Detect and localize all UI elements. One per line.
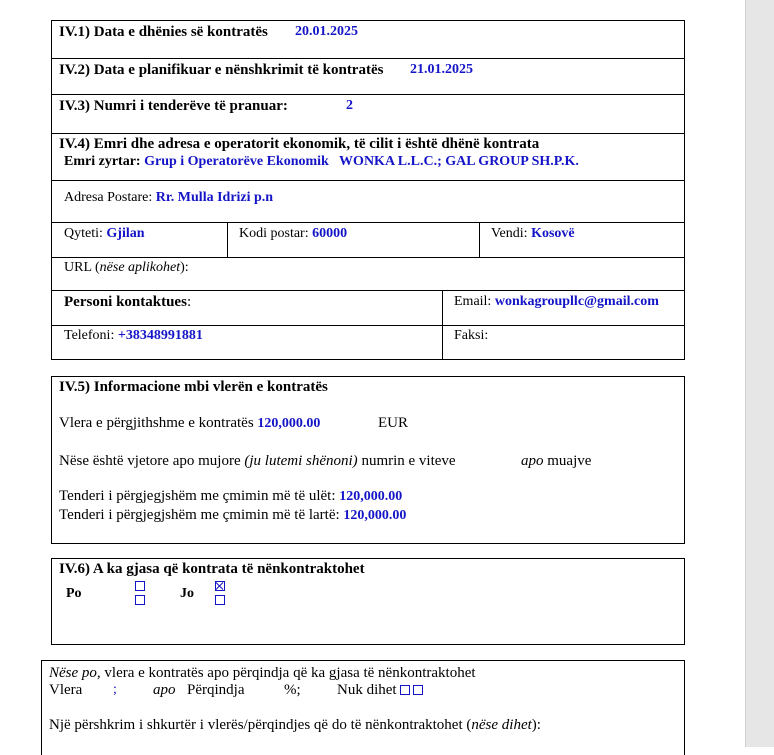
iv3-label: IV.3) Numri i tenderëve të pranuar: bbox=[59, 98, 288, 114]
city-cell bbox=[64, 225, 145, 243]
email-label: Email: bbox=[454, 294, 492, 309]
highest-tender-line bbox=[59, 506, 406, 525]
country-value: Kosovë bbox=[531, 226, 575, 241]
url-line bbox=[64, 259, 189, 277]
section-iv3 bbox=[51, 94, 685, 134]
value-separator: ; bbox=[113, 682, 117, 697]
contact-row bbox=[51, 290, 685, 326]
city-label: Qyteti: bbox=[64, 226, 103, 241]
no-checkbox-checked[interactable] bbox=[215, 581, 225, 591]
section-iv6 bbox=[51, 558, 685, 645]
yes-checkbox[interactable] bbox=[135, 595, 145, 605]
country-cell bbox=[491, 225, 575, 243]
currency: EUR bbox=[378, 415, 408, 431]
official-name-value: Grup i Operatorëve Ekonomik WONKA L.L.C.; GAL GROUP SH.P.K. bbox=[144, 154, 579, 169]
years-or-line bbox=[521, 452, 591, 470]
years-note: (ju lutemi shënoni) bbox=[244, 453, 358, 469]
contact-label: Personi kontaktues bbox=[64, 294, 187, 310]
address-value: Rr. Mulla Idrizi p.n bbox=[155, 190, 274, 205]
phone-cell bbox=[64, 327, 203, 345]
desc-note: nëse dihet bbox=[471, 717, 532, 733]
or-label: apo bbox=[153, 682, 176, 698]
low-label: Tenderi i përgjegjshëm me çmimin më të ulët: bbox=[59, 488, 336, 504]
postal-label: Kodi postar: bbox=[239, 226, 309, 241]
iv6-heading: IV.6) A ka gjasa që kontrata të nënkontraktohet bbox=[59, 561, 365, 577]
percent-sign: %; bbox=[284, 682, 301, 698]
description-line bbox=[49, 716, 541, 734]
subcontract-section bbox=[41, 660, 685, 755]
phone-label: Telefoni: bbox=[64, 328, 115, 343]
section-iv4-heading bbox=[51, 133, 685, 181]
iv4-heading: IV.4) Emri dhe adresa e operatorit ekonomik, të cilit i është dhënë kontrata bbox=[59, 136, 540, 152]
address-row bbox=[51, 180, 685, 223]
email-value: wonkagroupllc@gmail.com bbox=[494, 294, 659, 309]
yes-checkbox-top[interactable] bbox=[135, 581, 145, 591]
unknown-label: Nuk dihet bbox=[337, 682, 397, 698]
url-note: nëse aplikohet bbox=[99, 260, 181, 275]
iv1-value: 20.01.2025 bbox=[295, 24, 358, 39]
unknown-checkbox-1[interactable] bbox=[400, 685, 410, 695]
city-row bbox=[51, 222, 685, 258]
section-iv5 bbox=[51, 376, 685, 544]
address-label: Adresa Postare bbox=[64, 190, 149, 205]
address-line: Adresa Postare: Rr. Mulla Idrizi p.n bbox=[64, 190, 274, 205]
iv1-label: IV.1) Data e dhënies së kontratës bbox=[59, 24, 268, 40]
years-or: apo bbox=[521, 453, 544, 469]
phone-row bbox=[51, 325, 685, 360]
postal-cell bbox=[239, 225, 347, 243]
value-label: Vlera bbox=[49, 682, 83, 698]
unknown-checkbox-2[interactable] bbox=[413, 685, 423, 695]
total-value-line bbox=[59, 414, 320, 433]
url-row bbox=[51, 257, 685, 291]
desc-text: Një përshkrim i shkurtër i vlerës/përqindjes që do të nënkontraktohet ( bbox=[49, 717, 472, 733]
contact-line: Personi kontaktues: bbox=[64, 294, 192, 310]
low-value: 120,000.00 bbox=[339, 489, 403, 504]
high-value: 120,000.00 bbox=[343, 508, 407, 523]
city-value: Gjilan bbox=[106, 226, 145, 241]
yes-label: Po bbox=[66, 586, 82, 601]
total-label: Vlera e përgjithshme e kontratës bbox=[59, 415, 254, 431]
iv5-heading: IV.5) Informacione mbi vlerën e kontratës bbox=[59, 379, 328, 395]
fax-label: Faksi: bbox=[454, 328, 489, 343]
official-name-label: Emri zyrtar bbox=[64, 154, 136, 169]
unknown-line bbox=[337, 681, 423, 699]
years-text-c: muajve bbox=[547, 453, 592, 469]
iv2-value: 21.01.2025 bbox=[410, 62, 473, 77]
desc-end: ): bbox=[531, 717, 541, 733]
country-label: Vendi: bbox=[491, 226, 528, 241]
iv2-label: IV.2) Data e planifikuar e nënshkrimit të kontratës bbox=[59, 62, 384, 78]
percent-label: Përqindja bbox=[187, 682, 245, 698]
phone-value: +38348991881 bbox=[117, 328, 203, 343]
years-text-b: numrin e viteve bbox=[361, 453, 456, 469]
if-yes-label: Nëse po, bbox=[49, 665, 101, 681]
url-end: ): bbox=[180, 260, 189, 275]
email-cell bbox=[454, 293, 659, 311]
subcontract-intro bbox=[49, 664, 476, 682]
section-iv2 bbox=[51, 58, 685, 95]
postal-value: 60000 bbox=[312, 226, 348, 241]
no-checkbox[interactable] bbox=[215, 595, 225, 605]
no-label: Jo bbox=[180, 586, 194, 601]
url-label: URL ( bbox=[64, 260, 100, 275]
page-edge bbox=[745, 0, 774, 747]
high-label: Tenderi i përgjegjshëm me çmimin më të lartë: bbox=[59, 507, 340, 523]
section-iv1 bbox=[51, 20, 685, 59]
total-value: 120,000.00 bbox=[257, 416, 321, 431]
years-line bbox=[59, 452, 456, 470]
lowest-tender-line bbox=[59, 487, 402, 506]
subcontract-intro-text: vlera e kontratës apo përqindja që ka gjasa të nënkontraktohet bbox=[100, 665, 476, 681]
official-name-row: Emri zyrtar: Grup i Operatorëve Ekonomik WONKA L.L.C.; GAL GROUP SH.P.K. bbox=[64, 154, 579, 169]
iv3-value: 2 bbox=[346, 98, 353, 113]
years-text-a: Nëse është vjetore apo mujore bbox=[59, 453, 241, 469]
